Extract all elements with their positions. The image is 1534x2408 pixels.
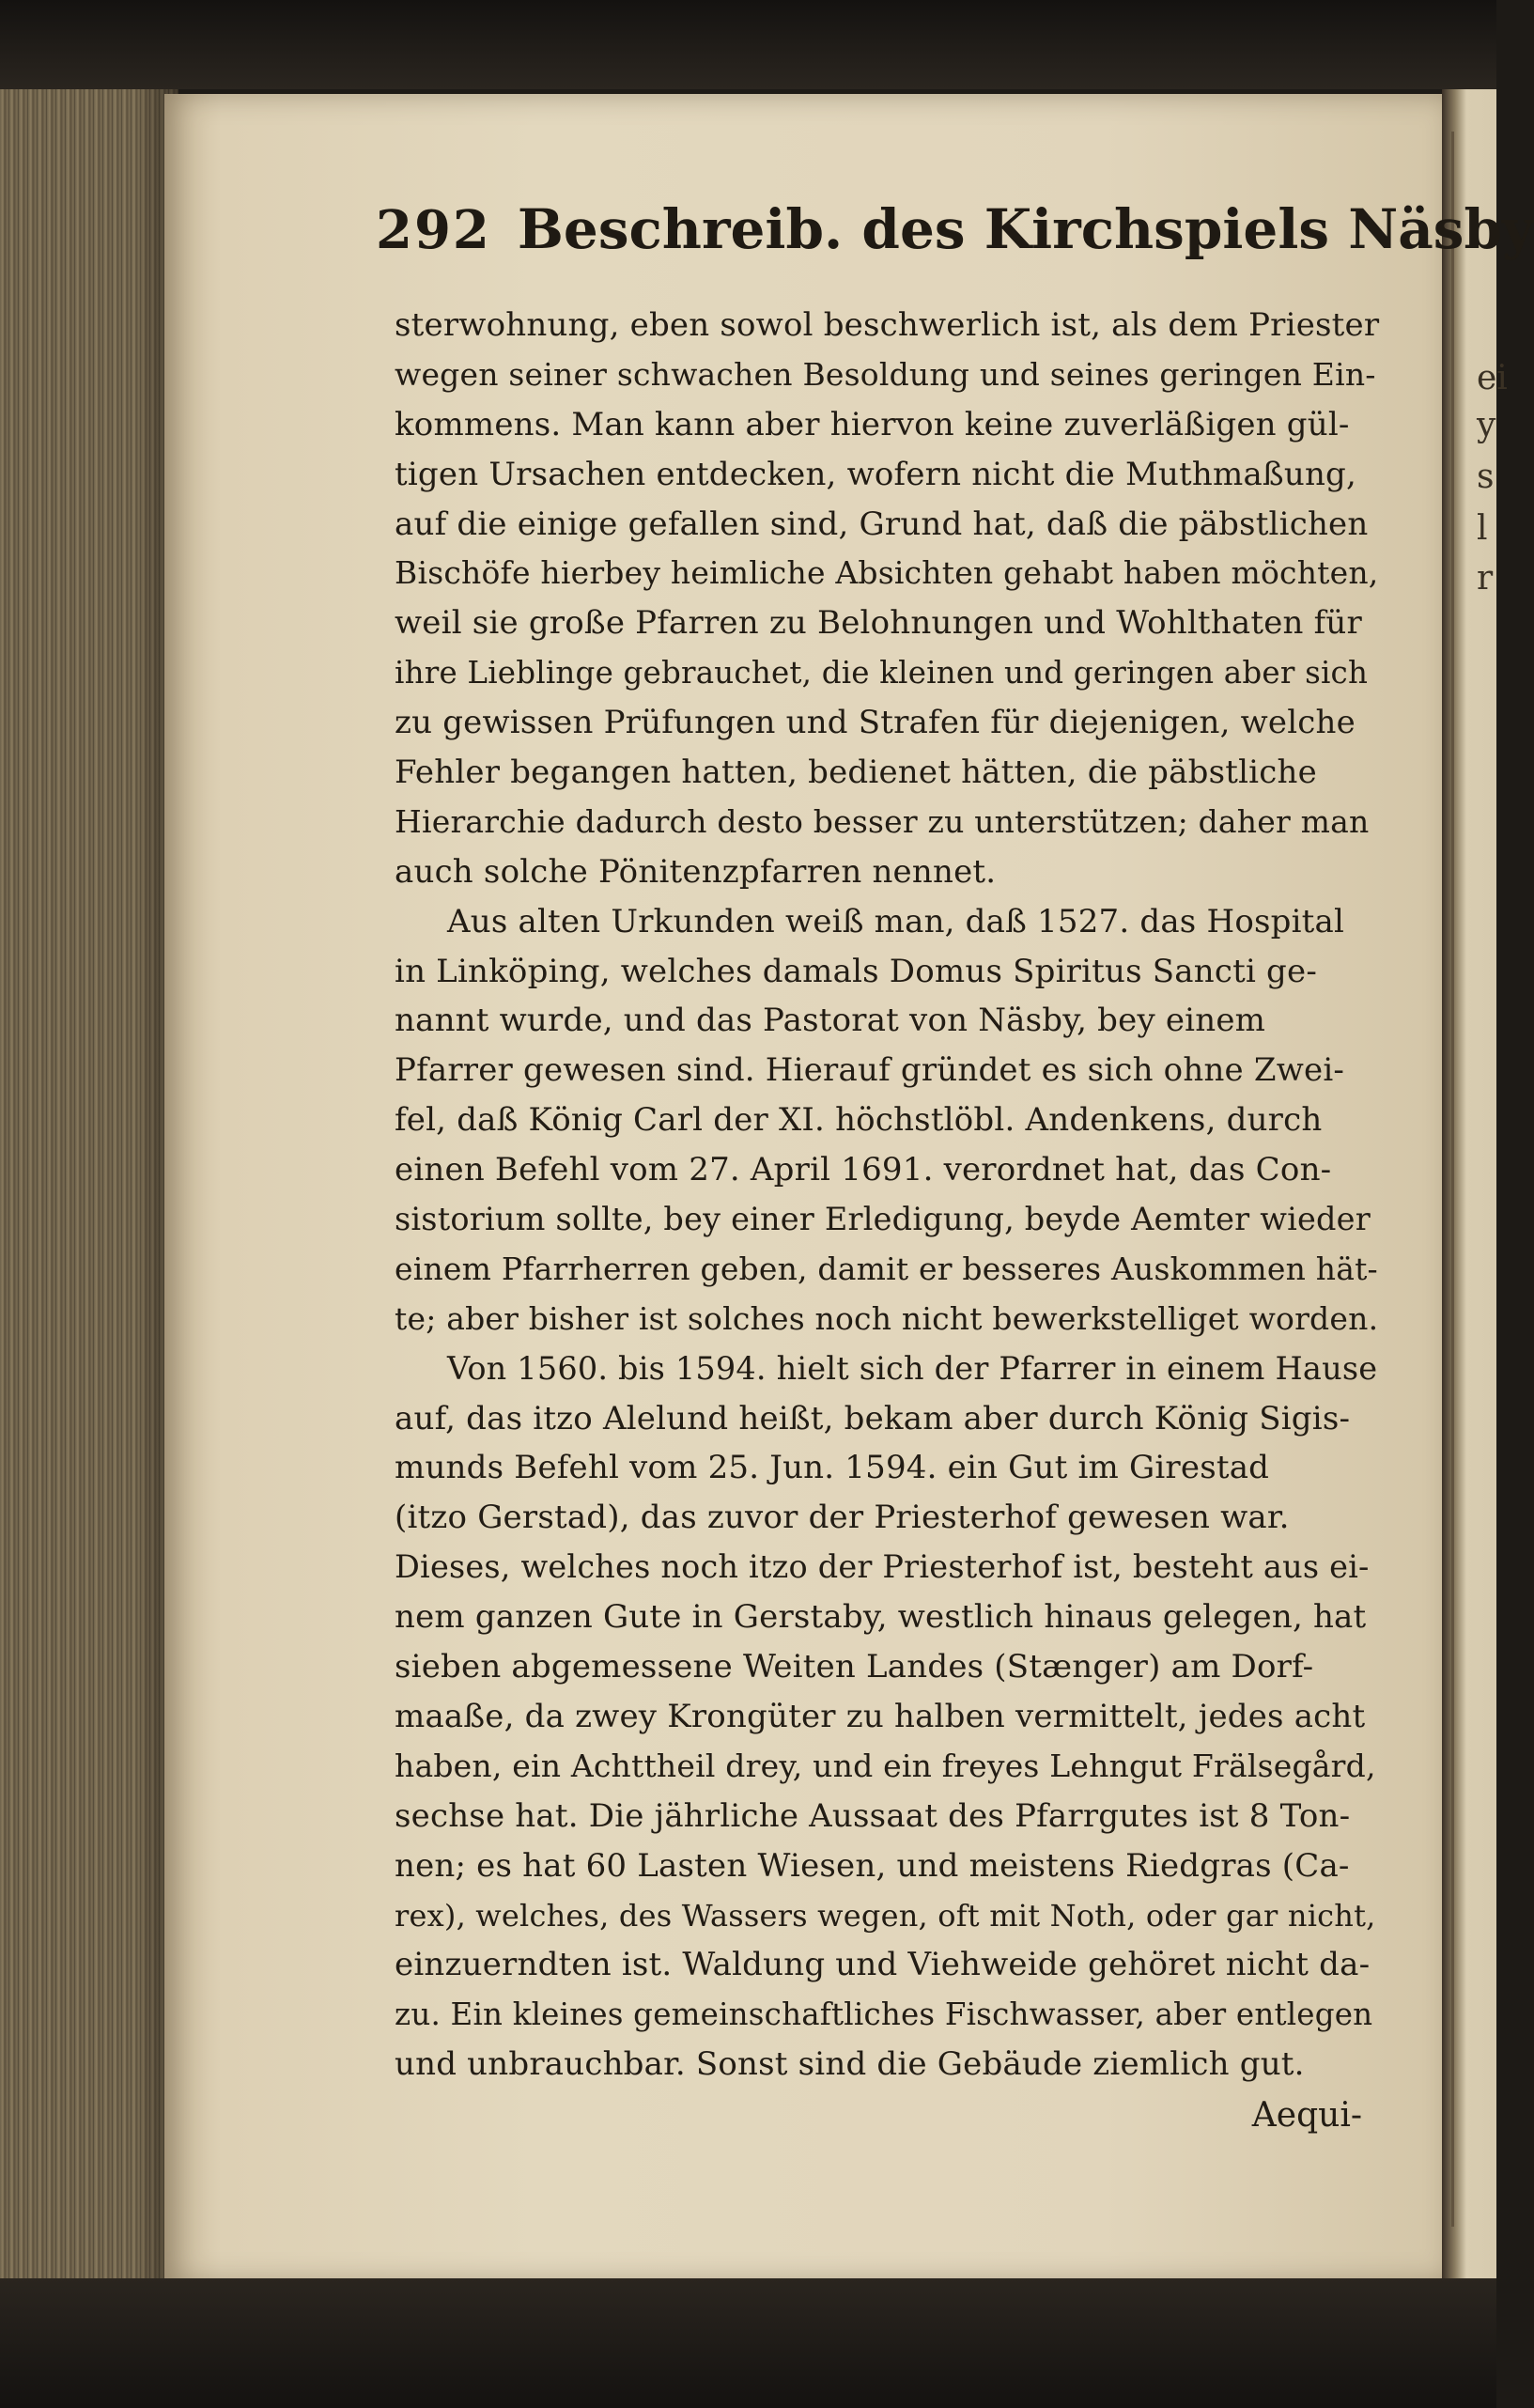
text-line: (itzo Gerstad), das zuvor der Priesterhof gewesen war. bbox=[395, 1499, 1290, 1537]
text-line: Von 1560. bis 1594. hielt sich der Pfarrer in einem Hause bbox=[447, 1349, 1378, 1387]
facing-page-fragment: l bbox=[1477, 509, 1488, 548]
text-line: zu. Ein kleines gemeinschaftliches Fischwasser, aber entlegen bbox=[395, 1996, 1373, 2033]
page-number: 292 bbox=[376, 199, 491, 261]
catchword: Aequi- bbox=[1251, 2096, 1362, 2136]
text-line: wegen seiner schwachen Besoldung und seines geringen Ein- bbox=[395, 355, 1376, 393]
facing-page-fragment: y bbox=[1477, 406, 1496, 444]
text-line: sistorium sollte, bey einer Erledigung, beyde Aemter wieder bbox=[395, 1201, 1371, 1238]
facing-page-fragment: s bbox=[1477, 458, 1495, 496]
text-line: te; aber bisher ist solches noch nicht bewerkstelliget worden. bbox=[395, 1299, 1379, 1337]
text-line: Fehler begangen hatten, bedienet hätten, die päbstliche bbox=[395, 753, 1317, 792]
text-line: munds Befehl vom 25. Jun. 1594. ein Gut im Girestad bbox=[395, 1449, 1270, 1487]
text-line: auf, das itzo Alelund heißt, bekam aber durch König Sigis- bbox=[395, 1399, 1351, 1437]
text-line: einem Pfarrherren geben, damit er besseres Auskommen hät- bbox=[395, 1250, 1378, 1287]
text-line: auf die einige gefallen sind, Grund hat, daß die päbstlichen bbox=[395, 505, 1369, 543]
page-rule-line bbox=[1451, 132, 1454, 2227]
text-line: nen; es hat 60 Lasten Wiesen, und meistens Riedgras (Ca- bbox=[395, 1846, 1350, 1885]
text-line: haben, ein Achttheil drey, und ein freyes Lehngut Frälsegård, bbox=[395, 1747, 1376, 1784]
page-edges-left bbox=[0, 89, 178, 2278]
facing-page-fragment: ei bbox=[1477, 359, 1508, 397]
text-line: kommens. Man kann aber hiervon keine zuverläßigen gül- bbox=[395, 405, 1350, 443]
text-line: rex), welches, des Wassers wegen, oft mit Noth, oder gar nicht, bbox=[395, 1897, 1376, 1934]
text-line: in Linköping, welches damals Domus Spiritus Sancti ge- bbox=[395, 952, 1318, 990]
facing-page-fragment: r bbox=[1477, 559, 1494, 598]
text-line: Dieses, welches noch itzo der Priesterhof ist, besteht aus ei- bbox=[395, 1548, 1370, 1586]
top-shadow bbox=[0, 0, 1496, 89]
text-line: tigen Ursachen entdecken, wofern nicht die Muthmaßung, bbox=[395, 455, 1357, 493]
text-line: zu gewissen Prüfungen und Strafen für diejenigen, welche bbox=[395, 704, 1356, 742]
text-line: weil sie große Pfarren zu Belohnungen und Wohlthaten für bbox=[395, 604, 1362, 643]
text-line: sechse hat. Die jährliche Aussaat des Pfarrgutes ist 8 Ton- bbox=[395, 1796, 1351, 1835]
text-line: Pfarrer gewesen sind. Hierauf gründet es sich ohne Zwei- bbox=[395, 1051, 1345, 1090]
text-line: nannt wurde, und das Pastorat von Näsby, bey einem bbox=[395, 1002, 1266, 1040]
text-line: einen Befehl vom 27. April 1691. verordnet hat, das Con- bbox=[395, 1151, 1332, 1189]
text-line: Bischöfe hierbey heimliche Absichten gehabt haben möchten, bbox=[395, 554, 1379, 592]
running-title: Beschreib. des Kirchspiels Näsby bbox=[517, 197, 1534, 261]
text-line: ihre Lieblinge gebrauchet, die kleinen und geringen aber sich bbox=[395, 655, 1369, 691]
text-line: auch solche Pönitenzpfarren nennet. bbox=[395, 852, 997, 891]
bottom-shadow bbox=[0, 2278, 1496, 2408]
text-line: nem ganzen Gute in Gerstaby, westlich hinaus gelegen, hat bbox=[395, 1598, 1367, 1637]
text-line: und unbrauchbar. Sonst sind die Gebäude ziemlich gut. bbox=[395, 2045, 1305, 2084]
text-line: maaße, da zwey Krongüter zu halben vermittelt, jedes acht bbox=[395, 1697, 1366, 1735]
text-line: Hierarchie dadurch desto besser zu unterstützen; daher man bbox=[395, 802, 1370, 840]
text-line: sieben abgemessene Weiten Landes (Stænger) am Dorf- bbox=[395, 1648, 1314, 1686]
text-line: einzuerndten ist. Waldung und Viehweide gehöret nicht da- bbox=[395, 1946, 1371, 1984]
page-header bbox=[376, 197, 1534, 272]
text-line: sterwohnung, eben sowol beschwerlich ist, als dem Priester bbox=[395, 306, 1380, 344]
text-line: Aus alten Urkunden weiß man, daß 1527. das Hospital bbox=[447, 902, 1345, 940]
text-line: fel, daß König Carl der XI. höchstlöbl. Andenkens, durch bbox=[395, 1101, 1323, 1140]
body-text bbox=[395, 301, 1381, 2142]
